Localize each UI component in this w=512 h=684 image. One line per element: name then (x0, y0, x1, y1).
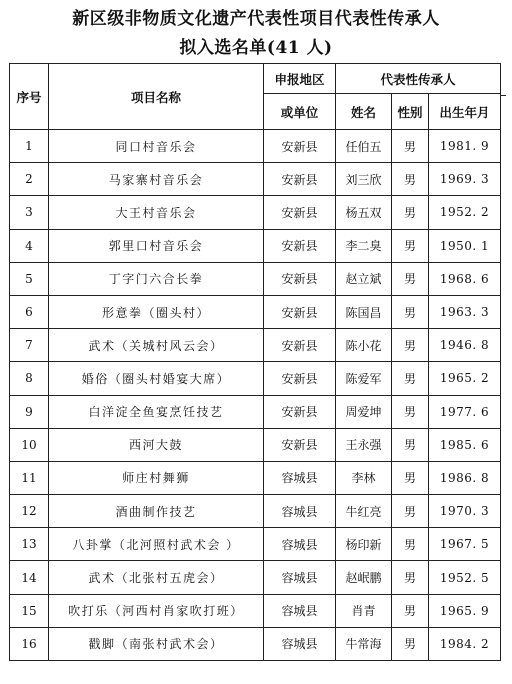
table-row (10, 495, 501, 528)
row-name: 赵立斌 (336, 262, 392, 295)
row-seq: 2 (10, 163, 49, 196)
header-region-line2: 或单位 (264, 94, 336, 130)
table-body (10, 130, 501, 661)
row-gender: 男 (392, 461, 429, 494)
row-seq: 4 (10, 229, 49, 262)
row-name: 杨印新 (336, 528, 392, 561)
row-name: 陈国昌 (336, 295, 392, 328)
row-region: 安新县 (264, 295, 336, 328)
document-title-line1: 新区级非物质文化遗产代表性项目代表性传承人 (72, 9, 440, 29)
row-name: 赵岷鹏 (336, 561, 392, 594)
row-name: 牛红亮 (336, 495, 392, 528)
header-birth: 出生年月 (429, 94, 501, 130)
table-row (10, 229, 501, 262)
row-region: 容城县 (264, 495, 336, 528)
row-region: 安新县 (264, 262, 336, 295)
row-project: 师庄村舞狮 (49, 461, 264, 494)
table-row (10, 528, 501, 561)
row-gender: 男 (392, 428, 429, 461)
row-birth: 1952. 5 (429, 561, 501, 594)
row-name: 刘三欣 (336, 163, 392, 196)
row-name: 陈小花 (336, 329, 392, 362)
row-gender: 男 (392, 627, 429, 660)
table-row (10, 362, 501, 395)
table-row (10, 196, 501, 229)
row-seq: 8 (10, 362, 49, 395)
row-seq: 6 (10, 295, 49, 328)
row-project: 武术（北张村五虎会） (49, 561, 264, 594)
header-seq: 序号 (10, 64, 49, 130)
table-row (10, 329, 501, 362)
table-row (10, 130, 501, 163)
row-name: 陈爱军 (336, 362, 392, 395)
row-gender: 男 (392, 528, 429, 561)
row-name: 牛常海 (336, 627, 392, 660)
header-gender: 性别 (392, 94, 429, 130)
table-row (10, 594, 501, 627)
row-gender: 男 (392, 495, 429, 528)
row-region: 安新县 (264, 329, 336, 362)
row-birth: 1984. 2 (429, 627, 501, 660)
table-row (10, 561, 501, 594)
row-seq: 11 (10, 461, 49, 494)
row-birth: 1985. 6 (429, 428, 501, 461)
header-name: 姓名 (336, 94, 392, 130)
table-row (10, 262, 501, 295)
row-gender: 男 (392, 362, 429, 395)
row-seq: 14 (10, 561, 49, 594)
row-region: 安新县 (264, 428, 336, 461)
row-name: 任伯五 (336, 130, 392, 163)
table-row (10, 163, 501, 196)
header-inheritor: 代表性传承人 (336, 64, 501, 94)
row-name: 李二臭 (336, 229, 392, 262)
row-birth: 1965. 2 (429, 362, 501, 395)
row-region: 安新县 (264, 163, 336, 196)
row-gender: 男 (392, 229, 429, 262)
row-region: 安新县 (264, 362, 336, 395)
row-seq: 12 (10, 495, 49, 528)
row-seq: 7 (10, 329, 49, 362)
table-row (10, 395, 501, 428)
row-project: 形意拳（圈头村） (49, 295, 264, 328)
table-row (10, 627, 501, 660)
row-gender: 男 (392, 163, 429, 196)
row-birth: 1968. 6 (429, 262, 501, 295)
row-project: 同口村音乐会 (49, 130, 264, 163)
row-name: 周爱坤 (336, 395, 392, 428)
row-name: 王永强 (336, 428, 392, 461)
row-name: 杨五双 (336, 196, 392, 229)
row-seq: 1 (10, 130, 49, 163)
row-region: 容城县 (264, 594, 336, 627)
row-region: 安新县 (264, 130, 336, 163)
row-name: 李林 (336, 461, 392, 494)
row-region: 安新县 (264, 395, 336, 428)
row-birth: 1963. 3 (429, 295, 501, 328)
table-row (10, 428, 501, 461)
row-gender: 男 (392, 196, 429, 229)
table-row (10, 461, 501, 494)
row-birth: 1950. 1 (429, 229, 501, 262)
row-birth: 1981. 9 (429, 130, 501, 163)
row-gender: 男 (392, 561, 429, 594)
row-birth: 1977. 6 (429, 395, 501, 428)
table-row (10, 295, 501, 328)
row-project: 八卦掌（北河照村武术会 ） (49, 528, 264, 561)
row-birth: 1946. 8 (429, 329, 501, 362)
row-region: 容城县 (264, 528, 336, 561)
row-gender: 男 (392, 130, 429, 163)
row-seq: 3 (10, 196, 49, 229)
row-region: 容城县 (264, 627, 336, 660)
row-project: 婚俗（圈头村婚宴大席） (49, 362, 264, 395)
row-project: 武术（关城村风云会） (49, 329, 264, 362)
row-birth: 1967. 5 (429, 528, 501, 561)
row-project: 马家寨村音乐会 (49, 163, 264, 196)
row-seq: 9 (10, 395, 49, 428)
inheritor-table (9, 63, 501, 661)
row-gender: 男 (392, 594, 429, 627)
row-seq: 15 (10, 594, 49, 627)
row-gender: 男 (392, 262, 429, 295)
row-gender: 男 (392, 295, 429, 328)
header-project: 项目名称 (49, 64, 264, 130)
row-name: 肖青 (336, 594, 392, 627)
row-project: 白洋淀全鱼宴烹饪技艺 (49, 395, 264, 428)
row-project: 酒曲制作技艺 (49, 495, 264, 528)
row-seq: 16 (10, 627, 49, 660)
row-gender: 男 (392, 329, 429, 362)
row-birth: 1969. 3 (429, 163, 501, 196)
row-birth: 1986. 8 (429, 461, 501, 494)
row-project: 戳脚（南张村武术会） (49, 627, 264, 660)
row-project: 大王村音乐会 (49, 196, 264, 229)
table-line-extension (500, 95, 506, 96)
row-region: 容城县 (264, 561, 336, 594)
row-seq: 13 (10, 528, 49, 561)
row-project: 西河大鼓 (49, 428, 264, 461)
row-project: 丁字门六合长拳 (49, 262, 264, 295)
row-seq: 5 (10, 262, 49, 295)
row-birth: 1952. 2 (429, 196, 501, 229)
document-title-line2: 拟入选名单(41 人) (179, 38, 333, 58)
row-gender: 男 (392, 395, 429, 428)
row-birth: 1970. 3 (429, 495, 501, 528)
row-seq: 10 (10, 428, 49, 461)
row-region: 容城县 (264, 461, 336, 494)
row-region: 安新县 (264, 229, 336, 262)
header-region-line1: 申报地区 (264, 64, 336, 94)
row-project: 吹打乐（河西村肖家吹打班） (49, 594, 264, 627)
row-region: 安新县 (264, 196, 336, 229)
row-project: 郭里口村音乐会 (49, 229, 264, 262)
row-birth: 1965. 9 (429, 594, 501, 627)
